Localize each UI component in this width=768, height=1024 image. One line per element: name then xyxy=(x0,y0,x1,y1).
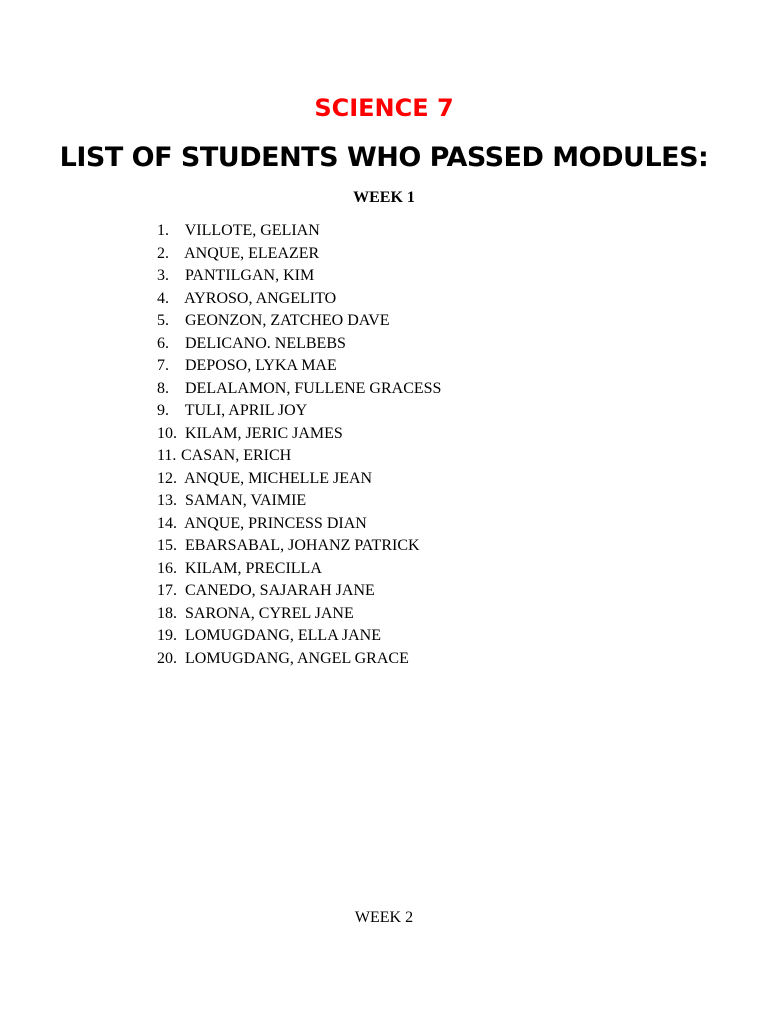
item-number: 12. xyxy=(157,469,177,487)
week-1-heading: WEEK 1 xyxy=(353,189,415,206)
item-number: 4. xyxy=(157,289,169,307)
item-number: 10. xyxy=(157,424,177,442)
student-name: LOMUGDANG, ELLA JANE xyxy=(185,627,381,644)
student-name: VILLOTE, GELIAN xyxy=(184,222,320,239)
subject-heading: SCIENCE 7 xyxy=(314,94,454,122)
item-number: 18. xyxy=(157,604,177,622)
list-item xyxy=(157,625,441,648)
list-item xyxy=(157,445,441,468)
student-name: DELICANO. NELBEBS xyxy=(185,334,346,352)
list-item xyxy=(157,310,441,333)
student-name: LOMUGDANG, ANGEL GRACE xyxy=(185,649,409,667)
student-name: EBARSABAL, JOHANZ PATRICK xyxy=(185,537,420,554)
student-name: CANEDO, SAJARAH JANE xyxy=(185,582,375,599)
item-number: 5. xyxy=(157,312,169,329)
student-list xyxy=(157,220,441,670)
student-name: TULI, APRIL JOY xyxy=(184,402,308,419)
student-name: DELALAMON, FULLENE GRACESS xyxy=(185,379,442,397)
list-item xyxy=(157,220,441,243)
student-name: SARONA, CYREL JANE xyxy=(185,604,354,622)
item-number: 7. xyxy=(157,357,169,374)
item-number: 6. xyxy=(157,334,169,352)
item-number: 13. xyxy=(157,492,177,509)
item-number: 2. xyxy=(157,244,169,262)
item-number: 17. xyxy=(157,582,177,599)
list-item xyxy=(157,243,441,266)
item-number: 14. xyxy=(157,514,177,532)
item-number: 9. xyxy=(157,402,169,419)
item-number: 20. xyxy=(157,649,177,667)
item-number: 3. xyxy=(157,267,169,284)
list-item xyxy=(157,378,441,401)
item-number: 1. xyxy=(157,222,169,239)
student-name: DEPOSO, LYKA MAE xyxy=(185,357,337,374)
list-item xyxy=(157,648,441,671)
list-item xyxy=(157,535,441,558)
list-item xyxy=(157,513,441,536)
student-name: GEONZON, ZATCHEO DAVE xyxy=(185,312,390,329)
list-item xyxy=(157,400,441,423)
list-item xyxy=(157,423,441,446)
item-number: 11. xyxy=(157,447,177,464)
item-number: 8. xyxy=(157,379,169,397)
list-item xyxy=(157,603,441,626)
list-item xyxy=(157,490,441,513)
week-2-heading: WEEK 2 xyxy=(354,909,414,926)
item-number: 16. xyxy=(157,559,177,577)
list-item xyxy=(157,580,441,603)
page-title: LIST OF STUDENTS WHO PASSED MODULES: xyxy=(59,142,709,173)
list-item xyxy=(157,288,441,311)
student-name: ANQUE, ELEAZER xyxy=(184,244,320,262)
list-item xyxy=(157,355,441,378)
student-name: KILAM, PRECILLA xyxy=(185,559,322,577)
list-item xyxy=(157,558,441,581)
list-item xyxy=(157,265,441,288)
student-name: PANTILGAN, KIM xyxy=(185,267,315,284)
list-item xyxy=(157,333,441,356)
student-name: CASAN, ERICH xyxy=(181,447,292,464)
student-name: ANQUE, PRINCESS DIAN xyxy=(184,514,367,532)
student-name: AYROSO, ANGELITO xyxy=(184,289,337,307)
item-number: 19. xyxy=(157,627,177,644)
item-number: 15. xyxy=(157,537,177,554)
list-item xyxy=(157,468,441,491)
student-name: KILAM, JERIC JAMES xyxy=(185,424,343,442)
student-name: ANQUE, MICHELLE JEAN xyxy=(184,469,373,487)
student-name: SAMAN, VAIMIE xyxy=(185,492,307,509)
